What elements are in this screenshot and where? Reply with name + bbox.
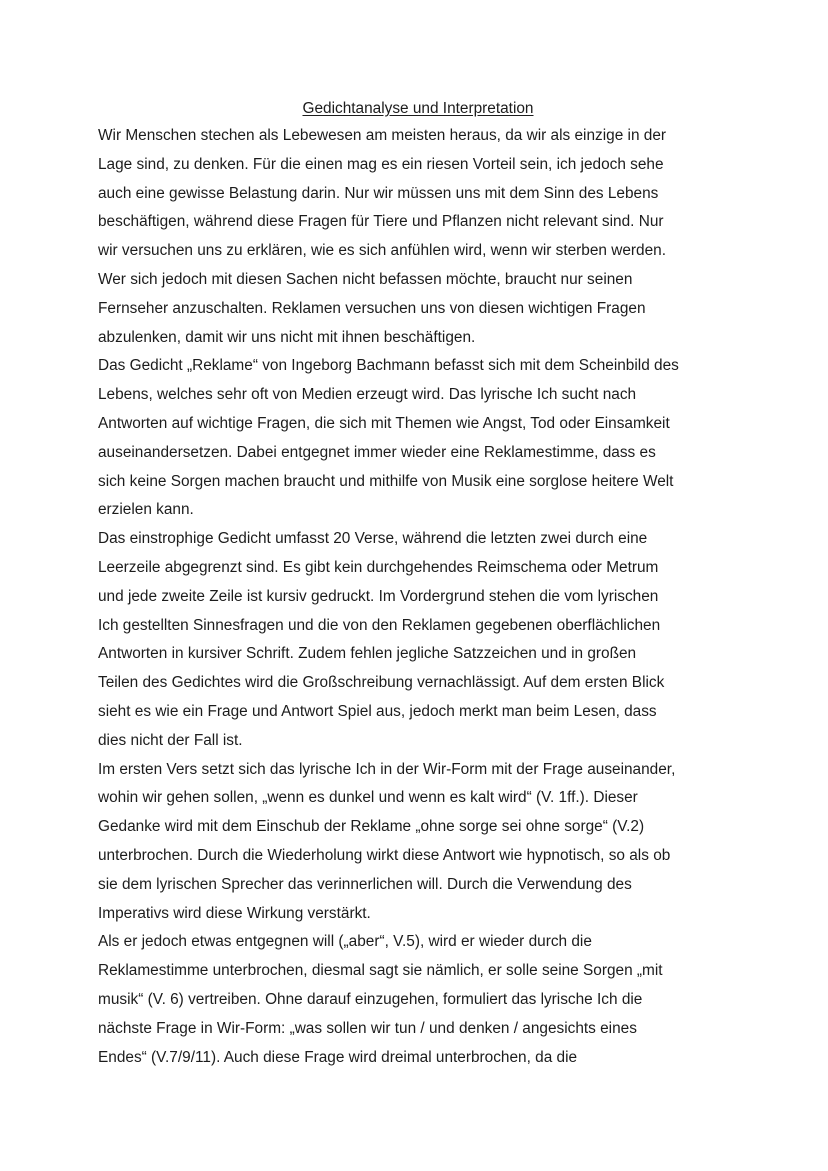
text-line: Leerzeile abgegrenzt sind. Es gibt kein durchgehendes Reimschema oder Metrum bbox=[98, 558, 659, 576]
text-line: unterbrochen. Durch die Wiederholung wirkt diese Antwort wie hypnotisch, so als ob bbox=[98, 846, 671, 864]
text-line: sie dem lyrischen Sprecher das verinnerlichen will. Durch die Verwendung des bbox=[98, 875, 632, 893]
text-line: Lage sind, zu denken. Für die einen mag es ein riesen Vorteil sein, ich jedoch sehe bbox=[98, 155, 664, 173]
text-line: beschäftigen, während diese Fragen für Tiere und Pflanzen nicht relevant sind. Nur bbox=[98, 213, 664, 231]
text-line: sieht es wie ein Frage und Antwort Spiel aus, jedoch merkt man beim Lesen, dass bbox=[98, 702, 657, 720]
text-line: und jede zweite Zeile ist kursiv gedruckt. Im Vordergrund stehen die vom lyrischen bbox=[98, 587, 659, 605]
text-line: wohin wir gehen sollen, „wenn es dunkel und wenn es kalt wird“ (V. 1ff.). Dieser bbox=[98, 789, 638, 807]
document-body bbox=[98, 97, 738, 1072]
text-line: Als er jedoch etwas entgegnen will („aber“, V.5), wird er wieder durch die bbox=[98, 933, 592, 951]
text-line: erzielen kann. bbox=[98, 501, 194, 519]
text-line: musik“ (V. 6) vertreiben. Ohne darauf einzugehen, formuliert das lyrische Ich die bbox=[98, 990, 643, 1008]
text-line: auseinandersetzen. Dabei entgegnet immer wieder eine Reklamestimme, dass es bbox=[98, 443, 656, 461]
text-line: Fernseher anzuschalten. Reklamen versuchen uns von diesen wichtigen Fragen bbox=[98, 299, 646, 317]
text-line: Gedanke wird mit dem Einschub der Reklame „ohne sorge sei ohne sorge“ (V.2) bbox=[98, 818, 645, 836]
text-line: abzulenken, damit wir uns nicht mit ihnen beschäftigen. bbox=[98, 328, 476, 346]
text-line: Lebens, welches sehr oft von Medien erzeugt wird. Das lyrische Ich sucht nach bbox=[98, 386, 637, 404]
text-line: auch eine gewisse Belastung darin. Nur wir müssen uns mit dem Sinn des Lebens bbox=[98, 184, 659, 202]
text-body bbox=[98, 122, 738, 1072]
text-line: Das Gedicht „Reklame“ von Ingeborg Bachmann befasst sich mit dem Scheinbild des bbox=[98, 357, 679, 375]
text-line: nächste Frage in Wir-Form: „was sollen wir tun / und denken / angesichts eines bbox=[98, 1019, 637, 1037]
text-line: Wir Menschen stechen als Lebewesen am meisten heraus, da wir als einzige in der bbox=[98, 127, 667, 144]
text-line: Antworten in kursiver Schrift. Zudem fehlen jegliche Satzzeichen und in großen bbox=[98, 645, 637, 663]
text-line: Teilen des Gedichtes wird die Großschreibung vernachlässigt. Auf dem ersten Blick bbox=[98, 674, 665, 692]
text-line: wir versuchen uns zu erklären, wie es sich anfühlen wird, wenn wir sterben werden. bbox=[98, 242, 667, 260]
text-line: Endes“ (V.7/9/11). Auch diese Frage wird dreimal unterbrochen, da die bbox=[98, 1048, 578, 1066]
text-line: dies nicht der Fall ist. bbox=[98, 731, 243, 749]
text-line: Das einstrophige Gedicht umfasst 20 Verse, während die letzten zwei durch eine bbox=[98, 530, 648, 548]
text-line: Reklamestimme unterbrochen, diesmal sagt sie nämlich, er solle seine Sorgen „mit bbox=[98, 962, 663, 980]
text-line: Imperativs wird diese Wirkung verstärkt. bbox=[98, 904, 371, 922]
document-title: Gedichtanalyse und Interpretation bbox=[302, 100, 534, 117]
text-line: Wer sich jedoch mit diesen Sachen nicht befassen möchte, braucht nur seinen bbox=[98, 270, 633, 288]
text-line: Ich gestellten Sinnesfragen und die von den Reklamen gegebenen oberflächlichen bbox=[98, 616, 661, 634]
text-line: Antworten auf wichtige Fragen, die sich mit Themen wie Angst, Tod oder Einsamkeit bbox=[98, 414, 670, 432]
text-line: sich keine Sorgen machen braucht und mithilfe von Musik eine sorglose heitere Welt bbox=[98, 472, 674, 490]
text-line: Im ersten Vers setzt sich das lyrische Ich in der Wir-Form mit der Frage auseinander, bbox=[98, 760, 676, 778]
